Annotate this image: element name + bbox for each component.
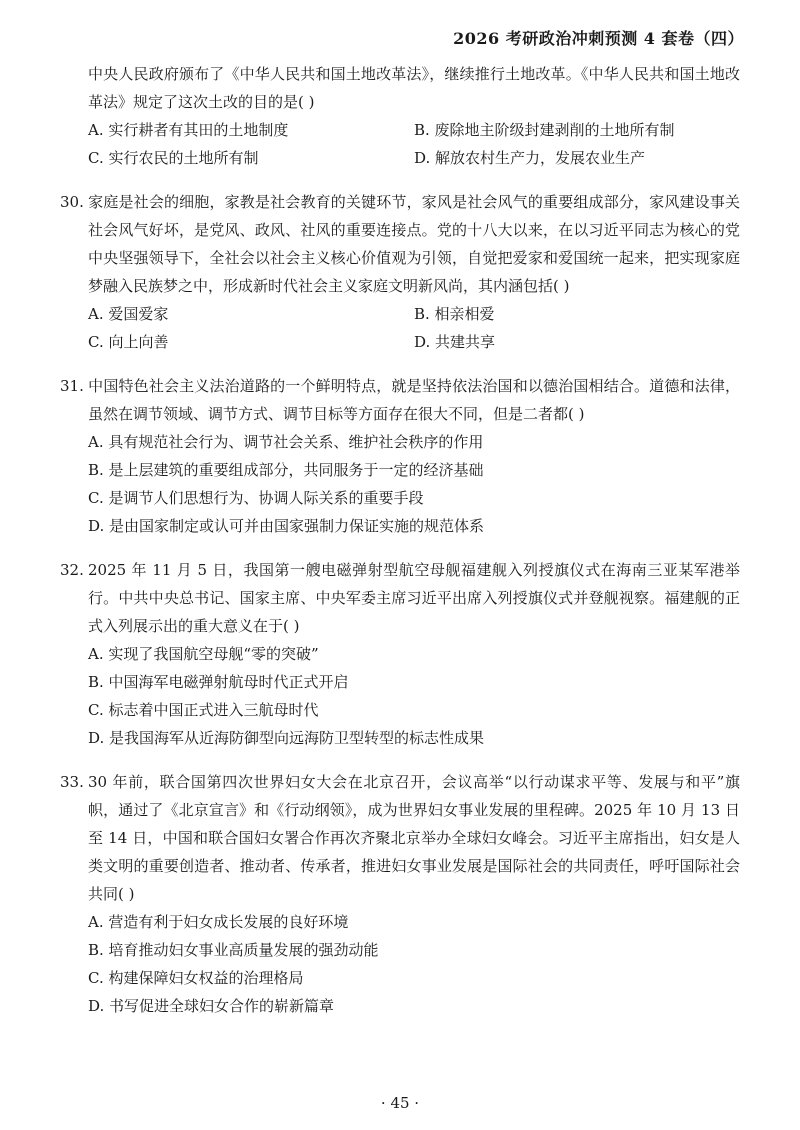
option-d: D. 共建共享	[414, 333, 496, 351]
option-b: B. 中国海军电磁弹射航母时代正式开启	[88, 673, 349, 691]
option-a: A. 营造有利于妇女成长发展的良好环境	[88, 913, 349, 931]
option-a: A. 具有规范社会行为、调节社会关系、维护社会秩序的作用	[88, 433, 484, 451]
question-text: 2025 年 11 月 5 日，我国第一艘电磁弹射型航空母舰福建舰入列授旗仪式在海南三亚某军港举行。中共中央总书记、国家主席、中央军委主席习近平出席入列授旗仪式并登舰视察。福建舰的正式入列展示出的重大意义在于( )	[88, 561, 740, 635]
question-29-continued	[60, 60, 740, 172]
question-stem	[60, 188, 740, 300]
option-d: D. 解放农村生产力，发展农业生产	[414, 149, 646, 167]
options-list	[60, 116, 740, 172]
question-text: 家庭是社会的细胞，家教是社会教育的关键环节，家风是社会风气的重要组成部分，家风建设事关社会风气好坏，是党风、政风、社风的重要连接点。党的十八大以来，在以习近平同志为核心的党中央坚强领导下，全社会以社会主义核心价值观为引领，自觉把爱家和爱国统一起来，把实现家庭梦融入民族梦之中，形成新时代社会主义家庭文明新风尚，其内涵包括( )	[88, 193, 740, 295]
option-d: D. 书写促进全球妇女合作的崭新篇章	[88, 997, 335, 1015]
option-d: D. 是我国海军从近海防御型向远海防卫型转型的标志性成果	[88, 729, 485, 747]
option-a: A. 爱国爱家	[88, 305, 169, 323]
option-b: B. 相亲相爱	[414, 305, 495, 323]
option-c: C. 标志着中国正式进入三航母时代	[88, 701, 319, 719]
options-list	[60, 640, 740, 752]
question-number: 31.	[60, 377, 84, 395]
page-number: · 45 ·	[380, 1094, 420, 1112]
options-list	[60, 428, 740, 540]
option-d: D. 是由国家制定或认可并由国家强制力保证实施的规范体系	[88, 517, 485, 535]
question-33	[60, 768, 740, 1020]
question-text: 30 年前，联合国第四次世界妇女大会在北京召开，会议高举“以行动谋求平等、发展与和平”旗帜，通过了《北京宣言》和《行动纲领》，成为世界妇女事业发展的里程碑。2025 年 10 月 13 日至 14 日，中国和联合国妇女署合作再次齐聚北京举办全球妇女峰会。习近平主席指出，妇女是人类文明的重要创造者、推动者、传承者，推进妇女事业发展是国际社会的共同责任，呼吁国际社会共同( )	[88, 773, 740, 903]
option-c: C. 实行农民的土地所有制	[88, 149, 259, 167]
page-content	[60, 60, 740, 1020]
option-b: B. 培育推动妇女事业高质量发展的强劲动能	[88, 941, 379, 959]
page-header-title: 2026 考研政治冲刺预测 4 套卷（四）	[453, 29, 744, 48]
options-list	[60, 300, 740, 356]
option-b: B. 是上层建筑的重要组成部分，共同服务于一定的经济基础	[88, 461, 484, 479]
question-stem	[60, 372, 740, 428]
question-number: 30.	[60, 193, 84, 211]
question-text: 中国特色社会主义法治道路的一个鲜明特点，就是坚持依法治国和以德治国相结合。道德和法律，虽然在调节领域、调节方式、调节目标等方面存在很大不同，但是二者都( )	[88, 377, 740, 423]
question-32	[60, 556, 740, 752]
option-a: A. 实行耕者有其田的土地制度	[88, 121, 289, 139]
question-stem	[60, 768, 740, 908]
question-stem: 中央人民政府颁布了《中华人民共和国土地改革法》，继续推行土地改革。《中华人民共和国土地改革法》规定了这次土改的目的是( )	[88, 65, 740, 111]
question-stem	[60, 556, 740, 640]
option-c: C. 是调节人们思想行为、协调人际关系的重要手段	[88, 489, 424, 507]
question-30	[60, 188, 740, 356]
option-c: C. 向上向善	[88, 333, 169, 351]
question-31	[60, 372, 740, 540]
option-c: C. 构建保障妇女权益的治理格局	[88, 969, 304, 987]
option-a: A. 实现了我国航空母舰“零的突破”	[88, 645, 319, 663]
option-b: B. 废除地主阶级封建剥削的土地所有制	[414, 121, 675, 139]
question-number: 32.	[60, 561, 84, 579]
options-list	[60, 908, 740, 1020]
question-number: 33.	[60, 773, 84, 791]
